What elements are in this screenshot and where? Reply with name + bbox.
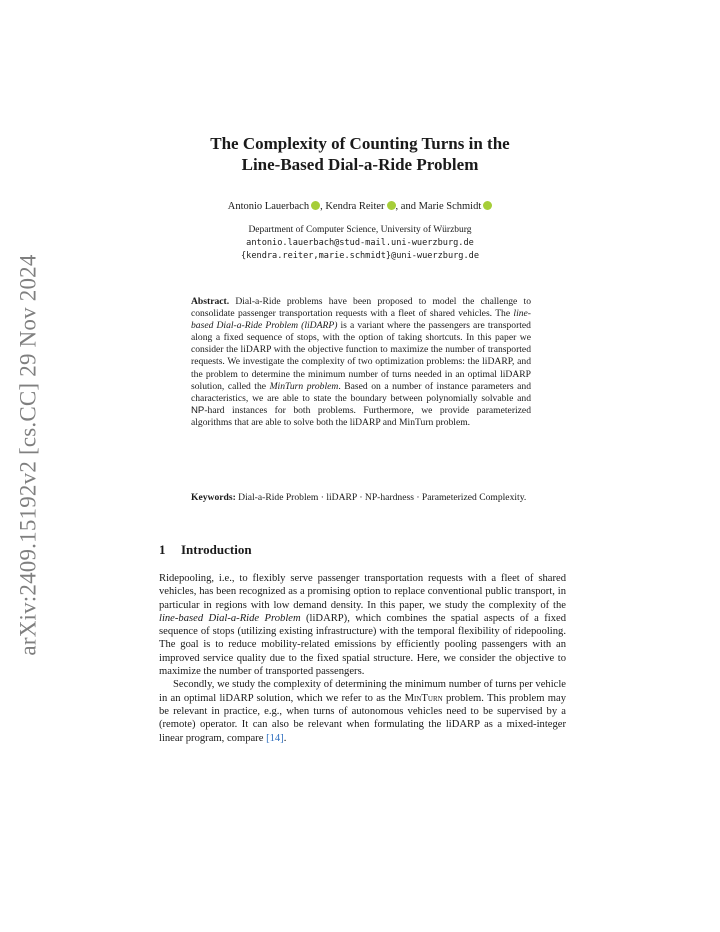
author-1: Antonio Lauerbach	[227, 201, 310, 212]
author-3: , and Marie Schmidt	[395, 201, 482, 212]
abstract-np: NP	[191, 404, 205, 416]
abstract-text: is a variant where the passengers are transported along a fixed sequence of stops, with the option of taking shortcuts. In this paper we consider the liDARP with the objective function to maximize the number of transported requests. We investigate the complexity of two optimization problems: the liDARP, and the problem to determine the minimum number of turns needed in an optimal liDARP solution, called the	[191, 320, 531, 392]
keywords-text: Dial-a-Ride Problem · liDARP · NP-hardness · Parameterized Complexity.	[235, 492, 527, 503]
abstract-text: Dial-a-Ride problems have been proposed to model the challenge to consolidate passenger transportation requests with a fleet of shared vehicles. The	[191, 296, 531, 320]
abstract-text: -hard instances for both problems. Furthermore, we provide parameterized algorithms that are able to solve both the liDARP and MinTurn problem.	[191, 404, 531, 428]
body-text: (liDARP), which combines the spatial aspects of a fixed sequence of stops (utilizing existing infrastructure) with the temporal flexibility of ridepooling. The goal is to reduce mobility-related emissions by efficiently pooling passengers with an improved service quality due to the fixed spatial structure. Here, we consider the objective to maximize the number of transported passengers.	[159, 612, 566, 678]
body-text: Secondly, we study the complexity of determining the minimum number of turns per vehicle in an optimal liDARP solution, which we refer to as the	[159, 679, 566, 704]
abstract-text: . Based on a number of instance parameters and characteristics, we are able to state the boundary between polynomially solvable and	[191, 380, 531, 404]
arxiv-id-text: arXiv:2409.15192v2 [cs.CC] 29 Nov 2024	[16, 254, 42, 656]
body-text: .	[283, 732, 287, 744]
orcid-icon[interactable]	[483, 201, 492, 210]
section-body	[159, 572, 566, 745]
abstract-term-lidarp: line-based Dial-a-Ride Problem (liDARP)	[191, 308, 531, 332]
section-title: Introduction	[181, 542, 252, 557]
keywords-label: Keywords:	[191, 492, 236, 503]
abstract	[191, 296, 531, 429]
keywords	[191, 492, 531, 504]
citation-link[interactable]: [14]	[266, 732, 284, 744]
orcid-icon[interactable]	[387, 201, 396, 210]
author-list	[160, 201, 560, 212]
author-2: , Kendra Reiter	[320, 201, 385, 212]
affiliation-block	[160, 224, 560, 263]
arxiv-identifier-stamp	[13, 245, 45, 665]
paper-title	[160, 133, 560, 175]
email-2[interactable]: {kendra.reiter,marie.schmidt}@uni-wuerzburg.de	[241, 251, 479, 261]
body-term: line-based Dial-a-Ride Problem	[159, 612, 301, 624]
abstract-term-minturn: MinTurn problem	[269, 380, 339, 392]
department: Department of Computer Science, University of Würzburg	[248, 225, 472, 235]
body-text: Ridepooling, i.e., to flexibly serve passenger transportation requests with a fleet of shared vehicles, has been recognized as a promising option to replace conventional public transport, in particular in regions with low demand density. In this paper, we study the complexity of the	[159, 573, 566, 611]
paragraph-1	[159, 572, 566, 678]
abstract-label: Abstract.	[191, 296, 230, 307]
body-text: problem. This problem may be relevant in practice, e.g., when turns of autonomous vehicles need to be supervised by a (remote) operator. It can also be relevant when formulating the liDARP as a mixed-integer linear program, compare	[159, 692, 567, 744]
email-1[interactable]: antonio.lauerbach@stud-mail.uni-wuerzburg.de	[246, 238, 474, 248]
body-term: MinTurn	[404, 692, 443, 704]
orcid-icon[interactable]	[311, 201, 320, 210]
section-number: 1	[159, 542, 166, 557]
paragraph-2	[159, 678, 566, 744]
section-heading	[159, 542, 252, 558]
title-line-1: The Complexity of Counting Turns in the	[210, 134, 510, 153]
title-line-2: Line-Based Dial-a-Ride Problem	[241, 155, 479, 174]
